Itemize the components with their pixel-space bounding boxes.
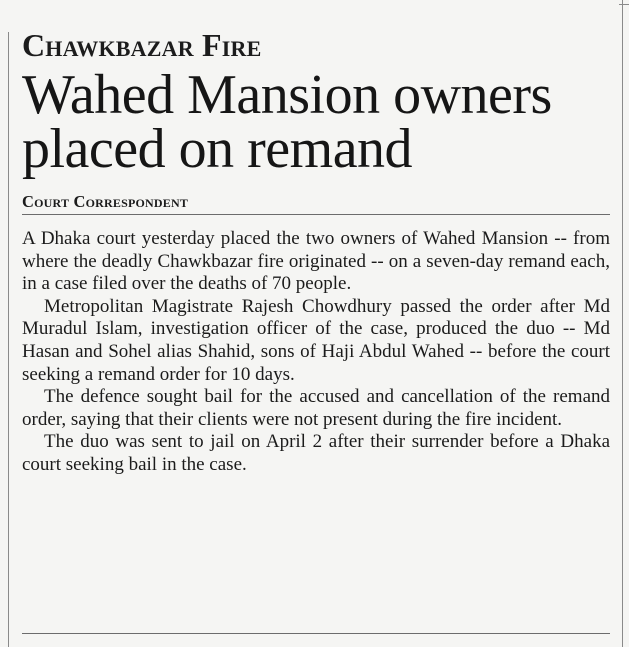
article-headline: Wahed Mansion owners placed on remand	[22, 64, 552, 180]
paragraph-4: The duo was sent to jail on April 2 after their surrender before a Dhaka court seeking bail in the case.	[22, 431, 610, 475]
article-kicker: Chawkbazar Fire	[22, 27, 262, 63]
article	[22, 0, 610, 477]
column-rule-right	[622, 0, 623, 647]
paragraph-3: The defence sought bail for the accused and cancellation of the remand order, saying that their clients were not present during the fire incident.	[22, 386, 610, 430]
top-right-rule	[619, 4, 629, 5]
article-body	[22, 228, 610, 477]
column-rule-left	[8, 32, 9, 647]
paragraph-1: A Dhaka court yesterday placed the two owners of Wahed Mansion -- from where the deadly Chawkbazar fire originated -- on a seven-day remand each, in a case filed over the deaths of 70 people.	[22, 228, 610, 295]
article-byline: Court Correspondent	[22, 192, 189, 211]
byline-divider	[22, 214, 610, 215]
article-end-divider	[22, 633, 610, 634]
paragraph-2: Metropolitan Magistrate Rajesh Chowdhury passed the order after Md Muradul Islam, investigation officer of the case, produced the duo -- Md Hasan and Sohel alias Shahid, sons of Haji Abdul Wahed -- before the court seeking a remand order for 10 days.	[22, 295, 610, 385]
